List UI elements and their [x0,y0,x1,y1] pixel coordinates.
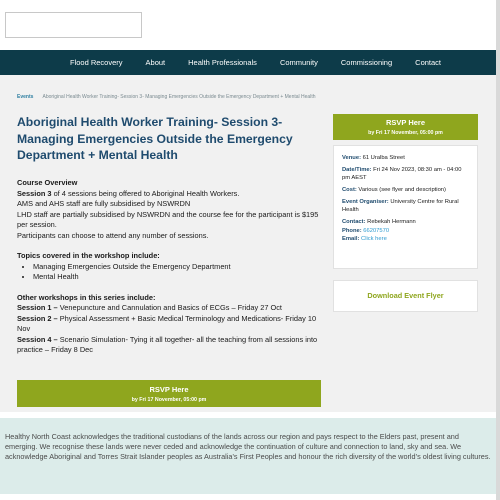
site-logo[interactable] [5,12,142,38]
attend-line: Participants can choose to attend any number of sessions. [17,230,209,240]
rsvp-deadline: by Fri 17 November, 05:00 pm [368,130,443,136]
topics-list [33,262,322,283]
cost-value: Various (see flyer and description) [356,187,446,194]
nav-community[interactable]: Community [279,58,318,67]
session-4-text: Scenario Simulation- Tying it all together- all the teaching from all sessions into practice – Friday 8 Dec [17,334,318,355]
organiser-value: University Centre for Rural Health [342,199,459,214]
acknowledgement-of-country: Healthy North Coast acknowledges the traditional custodians of the lands across our region and pays respect to the Elders past, present and emerging. We recognise these lands were never ceded and acknowledge the continuation of culture and connection to land, sky and sea. We acknowledge Aboriginal and Torres Strait Islander peoples as Australia’s First Peoples and honour the rich diversity of the world’s oldest living cultures. [0,418,496,494]
session-1-label: Session 1 – [17,303,58,313]
breadcrumb [17,94,316,100]
subsidy-line-1: AMS and AHS staff are fully subsidised by NSWRDN [17,199,191,209]
nav-flood-recovery[interactable]: Flood Recovery [70,58,123,67]
session-1-text: Venepuncture and Cannulation and Basics of ECGs – Friday 27 Oct [57,303,282,313]
overview-heading: Course Overview [17,178,78,187]
overview-session-label: Session 3 [17,188,52,198]
rsvp-label: RSVP Here [149,385,189,394]
venue-value: 61 Uralba Street [361,155,405,161]
overview-session-text: of 4 sessions being offered to Aboriginal Health Workers. [51,188,240,198]
session-2-label: Session 2 – [17,313,58,323]
nav-about[interactable]: About [145,58,166,67]
rsvp-label: RSVP Here [385,118,426,127]
organiser-label: Event Organiser: [342,199,389,206]
venue-label: Venue: [342,155,362,161]
email-link[interactable]: Click here [359,236,387,243]
datetime-label: Date/Time: [342,166,372,173]
event-details-card [333,145,478,269]
cost-label: Cost: [342,187,357,194]
contact-label: Contact: [342,219,366,226]
rsvp-deadline: by Fri 17 November, 05:00 pm [131,397,207,403]
breadcrumb-current: Aboriginal Health Worker Training- Session 3- Managing Emergencies Outside the Emergency Department + Mental Health [42,94,316,100]
datetime-value: Fri 24 Nov 2023, 08:30 am - 04:00 pm AEST [342,166,462,182]
download-flyer-button[interactable]: Download Event Flyer [333,280,478,312]
rsvp-button-main[interactable] [17,380,321,407]
contact-value: Rebekah Hermann [365,219,416,226]
other-workshops-heading: Other workshops in this series include: [17,292,156,302]
scrollbar-thumb[interactable] [496,0,500,500]
page-title: Aboriginal Health Worker Training- Session 3- Managing Emergencies Outside the Emergency Department + Mental Health [17,115,293,163]
nav-commissioning[interactable]: Commissioning [340,58,393,67]
breadcrumb-events-link[interactable]: Events [17,94,34,100]
nav-contact[interactable]: Contact [415,58,442,67]
main-nav [0,50,496,75]
list-item: • Managing Emergencies Outside the Emergency Department [33,262,322,273]
topics-heading: Topics covered in the workshop include: [17,251,160,261]
session-4-label: Session 4 – [17,334,58,344]
list-item: • Mental Health [33,272,322,283]
rsvp-button-sidebar[interactable] [333,114,478,140]
phone-label: Phone: [342,227,362,234]
session-2-text: Physical Assessment + Basic Medical Terminology and Medications- Friday 10 Nov [17,313,317,334]
nav-health-professionals[interactable]: Health Professionals [188,58,257,67]
email-label: Email: [342,236,360,243]
phone-link[interactable]: 66207570 [361,227,390,234]
page-scrollbar[interactable] [496,0,500,500]
subsidy-line-2: LHD staff are partially subsidised by NSWRDN and the course fee for the participant is $195 per session. [17,209,319,230]
event-description [17,178,322,356]
